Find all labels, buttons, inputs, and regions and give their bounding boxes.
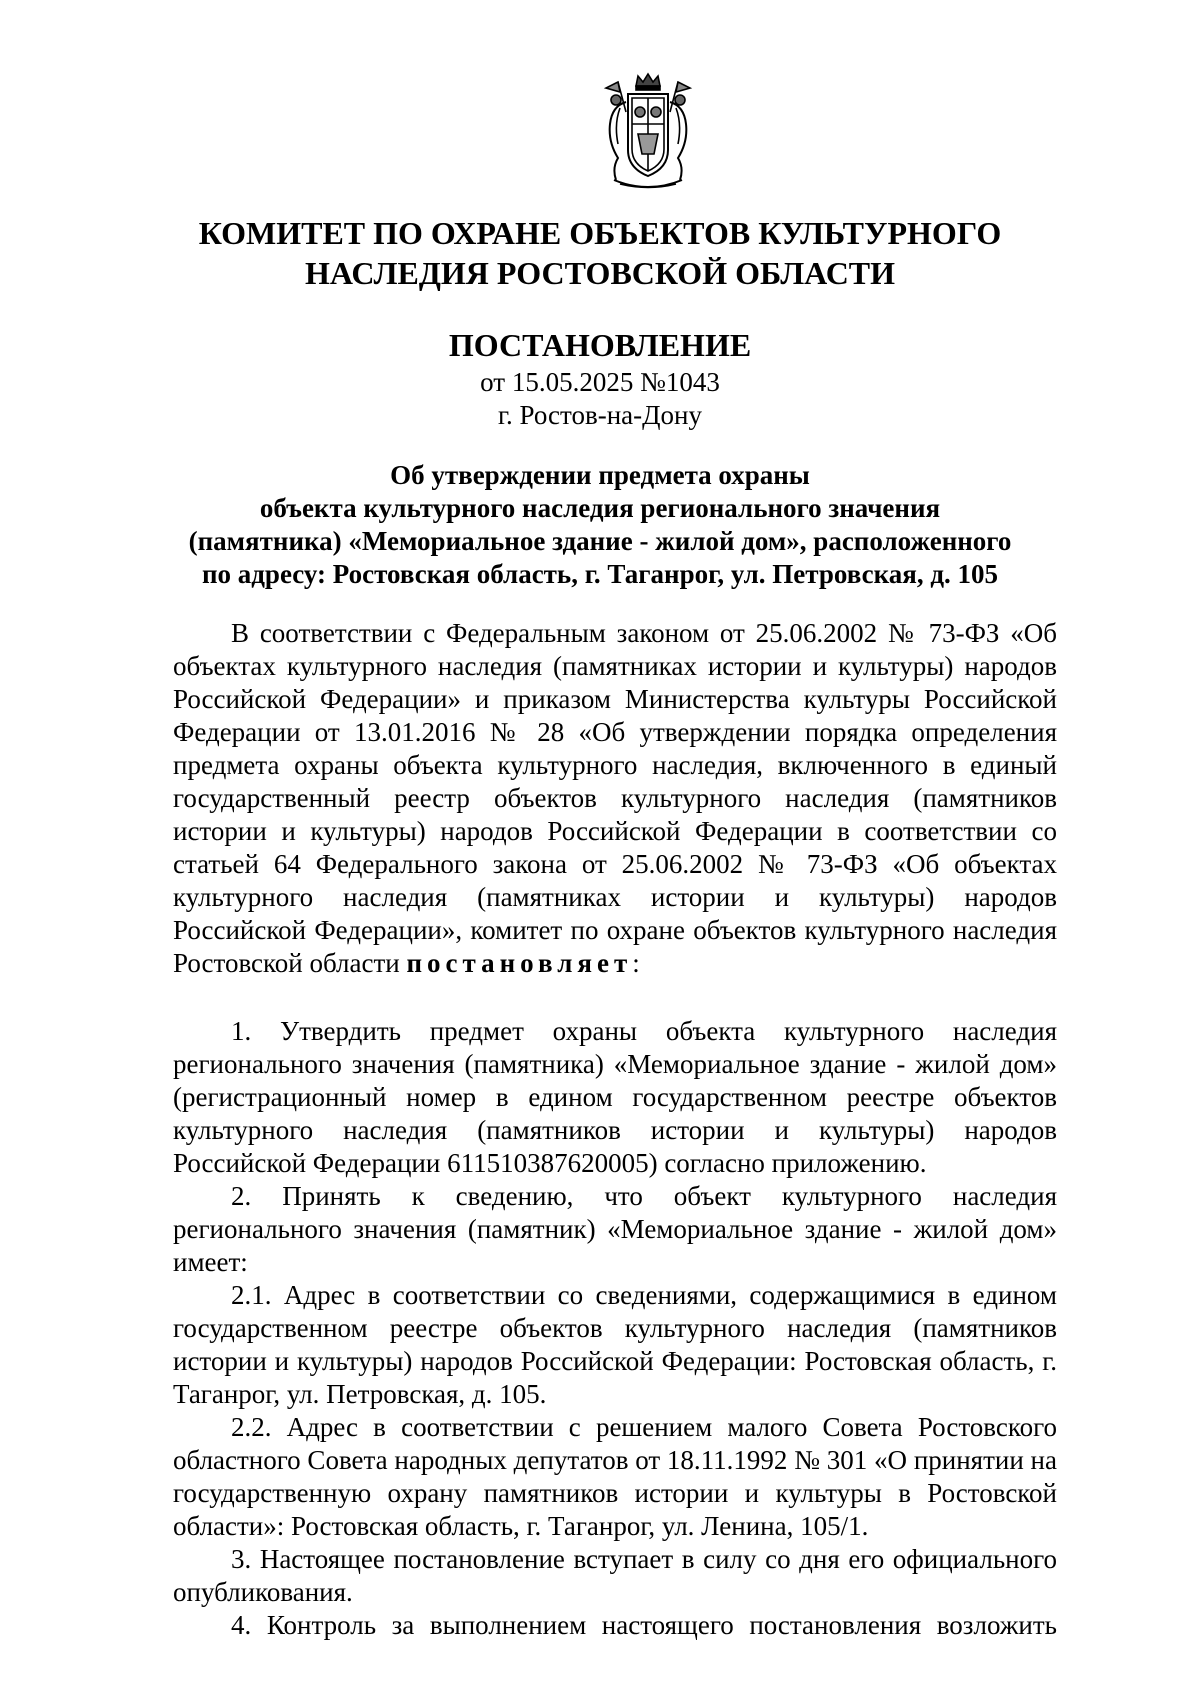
preamble-text: В соответствии с Федеральным законом от 25.06.2002 № 73-ФЗ «Об объектах культурного наследия (памятниках истории и культуры) народов Российской Федерации» и приказом Министерства культуры Российской Федерации от 13.01.2016 № 28 «Об утверждении порядка определения предмета охраны объекта культурного наследия, включенного в единый государственный реестр объектов культурного наследия (памятников истории и культуры) народов Российской Федерации в соответствии со статьей 64 Федерального закона от 25.06.2002 № 73-ФЗ «Об объектах культурного наследия (памятниках истории и культуры) народов Российской Федерации», комитет по охране объектов культурного наследия Ростовской области bbox=[173, 618, 1057, 978]
organization-title-line1: КОМИТЕТ ПО ОХРАНЕ ОБЪЕКТОВ КУЛЬТУРНОГО bbox=[198, 215, 1002, 251]
subject-line3: (памятника) «Мемориальное здание - жилой дом», расположенного bbox=[188, 526, 1012, 556]
document-body bbox=[173, 617, 1057, 1642]
item-4: 4. Контроль за выполнением настоящего постановления возложить bbox=[231, 1610, 1057, 1640]
item-2: 2. Принять к сведению, что объект культурного наследия регионального значения (памятник) «Мемориальное здание - жилой дом» имеет: bbox=[173, 1181, 1057, 1277]
resolves-word: постановляет bbox=[406, 948, 633, 978]
subject-line1: Об утверждении предмета охраны bbox=[390, 460, 810, 490]
item-2-2: 2.2. Адрес в соответствии с решением малого Совета Ростовского областного Совета народных депутатов от 18.11.1992 № 301 «О принятии на государственную охрану памятников истории и культуры в Ростовской области»: Ростовская область, г. Таганрог, ул. Ленина, 105/1. bbox=[173, 1412, 1057, 1541]
subject-line2: объекта культурного наследия регионального значения bbox=[259, 493, 941, 523]
document-type: ПОСТАНОВЛЕНИЕ bbox=[448, 327, 752, 363]
document-place: г. Ростов-на-Дону bbox=[497, 400, 702, 430]
item-3: 3. Настоящее постановление вступает в силу со дня его официального опубликования. bbox=[173, 1544, 1057, 1607]
item-2-1: 2.1. Адрес в соответствии со сведениями, содержащимися в едином государственном реестре объектов культурного наследия (памятников истории и культуры) народов Российской Федерации: Ростовская область, г. Таганрог, ул. Петровская, д. 105. bbox=[173, 1280, 1057, 1409]
subject-line4: по адресу: Ростовская область, г. Таганрог, ул. Петровская, д. 105 bbox=[201, 559, 999, 589]
organization-title bbox=[160, 213, 1040, 293]
coat-of-arms-icon bbox=[598, 72, 698, 194]
organization-title-line2: НАСЛЕДИЯ РОСТОВСКОЙ ОБЛАСТИ bbox=[304, 255, 896, 291]
preamble-colon: : bbox=[632, 948, 640, 978]
document-subject bbox=[160, 459, 1040, 591]
item-1: 1. Утвердить предмет охраны объекта культурного наследия регионального значения (памятника) «Мемориальное здание - жилой дом» (регистрационный номер в едином государственном реестре объектов культурного наследия (памятников истории и культуры) народов Российской Федерации 611510387620005) согласно приложению. bbox=[173, 1016, 1057, 1178]
document-date-number: от 15.05.2025 №1043 bbox=[480, 367, 720, 397]
paragraph-gap bbox=[173, 980, 1057, 1015]
preamble-paragraph bbox=[173, 617, 1057, 980]
